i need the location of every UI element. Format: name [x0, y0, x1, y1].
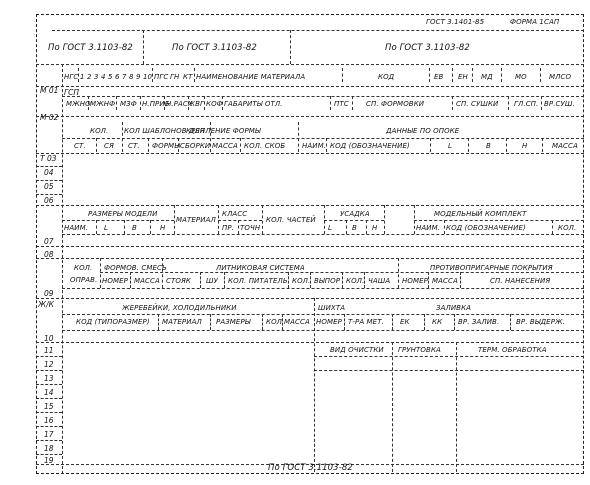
litnik-div [130, 272, 131, 288]
model-div [150, 220, 151, 234]
finish-div [392, 342, 393, 472]
model-div [384, 205, 385, 234]
model-tochn: ТОЧН [240, 224, 261, 232]
litnik-vypor: ВЫПОР [314, 277, 341, 285]
m02-div [88, 96, 89, 110]
m02-div [164, 96, 165, 110]
litnik-chasha: ЧАША [368, 277, 391, 285]
row-13: 13 [44, 374, 54, 383]
r13-line [36, 370, 62, 371]
litnik-kol2: КОЛ. [292, 277, 311, 285]
litnik-div [162, 258, 163, 288]
m02-div [508, 96, 509, 110]
row-16: 16 [44, 416, 54, 425]
model-k-kod: КОД (ОБОЗНАЧЕНИЕ) [446, 224, 526, 232]
row-m01: М 01 [40, 86, 59, 95]
m01-cell-6: 6 [115, 73, 120, 81]
m02-div [352, 96, 353, 110]
litnik-div [428, 272, 429, 288]
zh-div [510, 314, 511, 330]
r11-line [36, 342, 584, 343]
finish-term: ТЕРМ. ОБРАБОТКА [478, 346, 547, 354]
zh-div [158, 314, 159, 330]
t03-kol: КОЛ. [90, 127, 109, 135]
litnik-div [310, 272, 311, 288]
zh-razmery: РАЗМЕРЫ [216, 318, 251, 326]
r15-line [36, 398, 62, 399]
m01-cell-1: 1 [80, 73, 85, 81]
material-name-header: НАИМЕНОВАНИЕ МАТЕРИАЛА [196, 73, 306, 81]
m01-div [152, 68, 153, 82]
t03-div [542, 138, 543, 152]
zh-div [282, 314, 283, 330]
t03-massa2: МАССА [552, 142, 578, 150]
litnik-div [364, 272, 365, 288]
t03-div [122, 122, 123, 152]
zh-div [392, 314, 393, 330]
m01-cell-8: 8 [129, 73, 134, 81]
m01-div [342, 68, 343, 82]
r18-line [36, 440, 62, 441]
m01-div [501, 68, 502, 82]
m02-div [140, 96, 141, 110]
row-14: 14 [44, 388, 54, 397]
r14-line [36, 384, 62, 385]
row-17: 17 [44, 430, 54, 439]
m01-cell-10: 10 [143, 73, 153, 81]
zh-div [262, 314, 263, 330]
t03-div [178, 138, 179, 152]
model-k-kol: КОЛ. [558, 224, 577, 232]
model-kol-chastey: КОЛ. ЧАСТЕЙ [266, 216, 316, 224]
litnik-nomer: НОМЕР [102, 277, 128, 285]
form-frame [36, 14, 584, 474]
row-19: 19 [44, 456, 54, 465]
model-div [124, 220, 125, 234]
zh-zalivka: ЗАЛИВКА [436, 304, 472, 312]
model-div [174, 205, 175, 234]
standard-number: ГОСТ 3.1401-85 [426, 18, 485, 26]
t03-naim: НАИМ. [302, 142, 327, 150]
m02-div [222, 96, 223, 110]
model-div [366, 220, 367, 234]
sp-formovki-header: СП. ФОРМОВКИ [366, 100, 425, 108]
row-12: 12 [44, 360, 54, 369]
m01-cell-3: 3 [94, 73, 99, 81]
r17-line [36, 426, 62, 427]
litnik-div [200, 272, 201, 288]
model-div [444, 220, 445, 234]
t03-massa: МАССА [212, 142, 238, 150]
litnik-protivo: ПРОТИВОПРИГАРНЫЕ ПОКРЫТИЯ [430, 264, 553, 272]
zh-div [344, 314, 345, 330]
row-15: 15 [44, 402, 54, 411]
t03-h: Н [522, 142, 528, 150]
t03-div [506, 138, 507, 152]
t03-sr: СЯ [104, 142, 114, 150]
model-div [218, 205, 219, 234]
m02-cell-2: МЗФ [120, 100, 137, 108]
litnik-oprav: ОПРАВ. [70, 276, 98, 284]
litnik-div [224, 272, 225, 288]
row-10: 10 [44, 334, 54, 343]
zh-div [210, 314, 211, 330]
t03-sborki: СБОРКИ [180, 142, 211, 150]
m01-cell-11: ПГС [154, 73, 169, 81]
t03-div [240, 138, 241, 152]
form-number: ФОРМА 1САП [510, 18, 560, 26]
m02-div [452, 96, 453, 110]
gl-sp-header: ГЛ.СП. [514, 100, 539, 108]
r07-line [36, 246, 584, 247]
zh-kod: КОД (ТИПОРАЗМЕР) [76, 318, 150, 326]
finish-div [456, 342, 457, 472]
t03-div [468, 138, 469, 152]
litnik-shu: ШУ [206, 277, 218, 285]
zh-vr-zaliv: ВР. ЗАЛИВ. [458, 318, 500, 326]
kod-header: КОД [378, 73, 395, 81]
litnik-sistema: ЛИТНИКОВАЯ СИСТЕМА [216, 264, 305, 272]
t03-kod-obozn: КОД (ОБОЗНАЧЕНИЕ) [330, 142, 410, 150]
m02-line [36, 116, 584, 117]
zhk-top [36, 298, 584, 299]
zh-massa: МАССА [284, 318, 310, 326]
litnik-stoyak: СТОЯК [166, 277, 192, 285]
model-klass: КЛАСС [222, 210, 248, 218]
t03-kreplenie: КРЕПЛЕНИЕ ФОРМЫ [186, 127, 261, 135]
m01-div [452, 68, 453, 82]
m01-cell-4: 4 [101, 73, 106, 81]
r04-line [36, 166, 62, 167]
mo-header: МО [515, 73, 527, 81]
zh-bottom [62, 330, 584, 331]
finish-gruntovka: ГРУНТОВКА [398, 346, 441, 354]
t03-st1: СТ. [74, 142, 86, 150]
zh-kk: КК [432, 318, 443, 326]
litnik-bottom [62, 288, 584, 289]
row-m02: М 02 [40, 113, 59, 122]
r16-line [36, 412, 62, 413]
m01-cell-5: 5 [108, 73, 113, 81]
model-l: L [104, 224, 108, 232]
row-06: 06 [44, 196, 54, 205]
model-mid3 [324, 220, 384, 221]
litnik-div [460, 272, 461, 288]
m02-cell-3: Н.ПРИБ [142, 100, 170, 108]
zh-mid [62, 314, 584, 315]
ref-right: По ГОСТ 3.1103-82 [385, 43, 470, 53]
finish-vid-ochistki: ВИД ОЧИСТКИ [330, 346, 384, 354]
zh-title: ЖЕРЕБЕЙКИ, ХОЛОДИЛЬНИКИ [122, 304, 237, 312]
m02-cell-1: МЖНФ [90, 100, 116, 108]
r12-line [36, 356, 62, 357]
litnik-nomer2: НОМЕР [402, 277, 428, 285]
t03-kol-shablonov: КОЛ ШАБЛОНОВ ДЛЯ [124, 127, 205, 135]
model-div [324, 205, 325, 234]
t03-div [298, 122, 299, 152]
m02-div [188, 96, 189, 110]
zh-t-ra: Т-РА МЕТ. [348, 318, 384, 326]
m01-div [78, 68, 79, 82]
m01-cell-12: ГН [170, 73, 180, 81]
r13-line-right [314, 370, 584, 371]
m01-cell-13: КТ [183, 73, 193, 81]
t03-formy: ФОРМЫ [152, 142, 181, 150]
ref-div-2 [290, 30, 291, 64]
ref-left: По ГОСТ 3.1103-82 [48, 43, 133, 53]
m01-div [429, 68, 430, 82]
litnik-div [398, 258, 399, 288]
model-mid4 [414, 220, 584, 221]
vr-sush-header: ВР.СУШ. [544, 100, 575, 108]
r19-line [36, 454, 62, 455]
litnik-kol: КОЛ. [74, 264, 93, 272]
model-top [36, 205, 584, 206]
t03-b: В [486, 142, 491, 150]
model-material: МАТЕРИАЛ [176, 216, 216, 224]
pts-header: ПТС [334, 100, 349, 108]
m02-div [330, 96, 331, 110]
model-div [552, 220, 553, 234]
row-04: 04 [44, 168, 54, 177]
ref-bottom [36, 64, 584, 65]
m01-cell-0: НГС [64, 73, 79, 81]
t03-div [210, 122, 211, 152]
t03-l: L [448, 142, 452, 150]
m01-line [36, 86, 584, 87]
model-pr: ПР. [222, 224, 235, 232]
r05-line [36, 180, 62, 181]
m02-cell-0: МЖНО [66, 100, 91, 108]
m02-div [116, 96, 117, 110]
row-18: 18 [44, 444, 54, 453]
row-09: 09 [44, 289, 54, 298]
litnik-massa2: МАССА [432, 277, 458, 285]
model-h: Н [160, 224, 166, 232]
ev-header: ЕВ [434, 73, 444, 81]
zh-ek: ЕК [400, 318, 410, 326]
ref-div-1 [143, 30, 144, 64]
m01-cell-2: 2 [87, 73, 92, 81]
row-t03: Т 03 [40, 154, 57, 163]
model-ub: В [352, 224, 357, 232]
model-naim: НАИМ. [64, 224, 89, 232]
row-05: 05 [44, 182, 54, 191]
litnik-kol-pitatel: КОЛ. ПИТАТЕЛЬ [228, 277, 288, 285]
m02-div [541, 96, 542, 110]
m01-cell-9: 9 [136, 73, 141, 81]
litnik-div [100, 258, 101, 288]
m02-div [204, 96, 205, 110]
m01-div [472, 68, 473, 82]
t03-div [148, 138, 149, 152]
r06-line [36, 194, 62, 195]
model-ul: L [328, 224, 332, 232]
zh-nomer: НОМЕР [316, 318, 342, 326]
row-07: 07 [44, 237, 54, 246]
litnik-massa: МАССА [134, 277, 160, 285]
litnik-top [36, 258, 584, 259]
zh-div [454, 314, 455, 330]
model-div [414, 205, 415, 234]
mlso-header: МЛСО [549, 73, 572, 81]
zh-vr-vyderzh: ВР. ВЫДЕРЖ. [516, 318, 565, 326]
model-div [346, 220, 347, 234]
m02-cell-5: КВГ [190, 100, 204, 108]
model-razmery: РАЗМЕРЫ МОДЕЛИ [88, 210, 158, 218]
row-08: 08 [44, 250, 54, 259]
header-line [52, 30, 584, 31]
m02-cell-4: Н.РАСХ [166, 100, 193, 108]
model-div [96, 220, 97, 234]
t03-line [36, 153, 584, 154]
sp-sushki-header: СП. СУШКИ [456, 100, 499, 108]
m01-cell-7: 7 [122, 73, 127, 81]
model-mid [62, 220, 174, 221]
t03-div [430, 138, 431, 152]
model-div [262, 205, 263, 234]
finish-mid [314, 356, 584, 357]
model-uh: Н [372, 224, 378, 232]
model-div [238, 220, 239, 234]
zh-div [314, 298, 315, 472]
t03-dannye: ДАННЫЕ ПО ОПОКЕ [386, 127, 460, 135]
model-bottom [62, 234, 584, 235]
litnik-kol3: КОЛ. [346, 277, 365, 285]
zh-kol: КОЛ [266, 318, 283, 326]
zh-div [424, 314, 425, 330]
litnik-div [288, 272, 289, 288]
m01-div [194, 68, 195, 82]
t03-div [326, 138, 327, 152]
row-zhk: Ж/К [38, 300, 54, 309]
model-usadka: УСАДКА [340, 210, 370, 218]
left-margin-line [62, 64, 63, 474]
model-mid2 [218, 220, 262, 221]
zh-shikhta: ШИХТА [318, 304, 346, 312]
ref-mid: По ГОСТ 3.1103-82 [172, 43, 257, 53]
t03-kol-skob: КОЛ. СКОБ [244, 142, 286, 150]
footer-ref: По ГОСТ 3.1103-82 [268, 463, 353, 473]
model-b: В [132, 224, 137, 232]
m01-div [540, 68, 541, 82]
t03-div [96, 138, 97, 152]
zh-material: МАТЕРИАЛ [162, 318, 202, 326]
gabarity-header: ГАБАРИТЫ ОТЛ. [224, 100, 283, 108]
md-header: МД [481, 73, 493, 81]
litnik-div [342, 272, 343, 288]
litnik-formov: ФОРМОВ. СМЕСЬ [104, 264, 167, 272]
model-komplekt: МОДЕЛЬНЫЙ КОМПЛЕКТ [434, 210, 527, 218]
row-11: 11 [44, 346, 54, 355]
m02-cell-6: КОФ [206, 100, 223, 108]
en-header: ЕН [458, 73, 468, 81]
t03-st2: СТ. [128, 142, 140, 150]
row-gsp: ГСП [64, 88, 80, 97]
litnik-sp-naneseniya: СП. НАНЕСЕНИЯ [490, 277, 551, 285]
model-k-naim: НАИМ. [416, 224, 441, 232]
